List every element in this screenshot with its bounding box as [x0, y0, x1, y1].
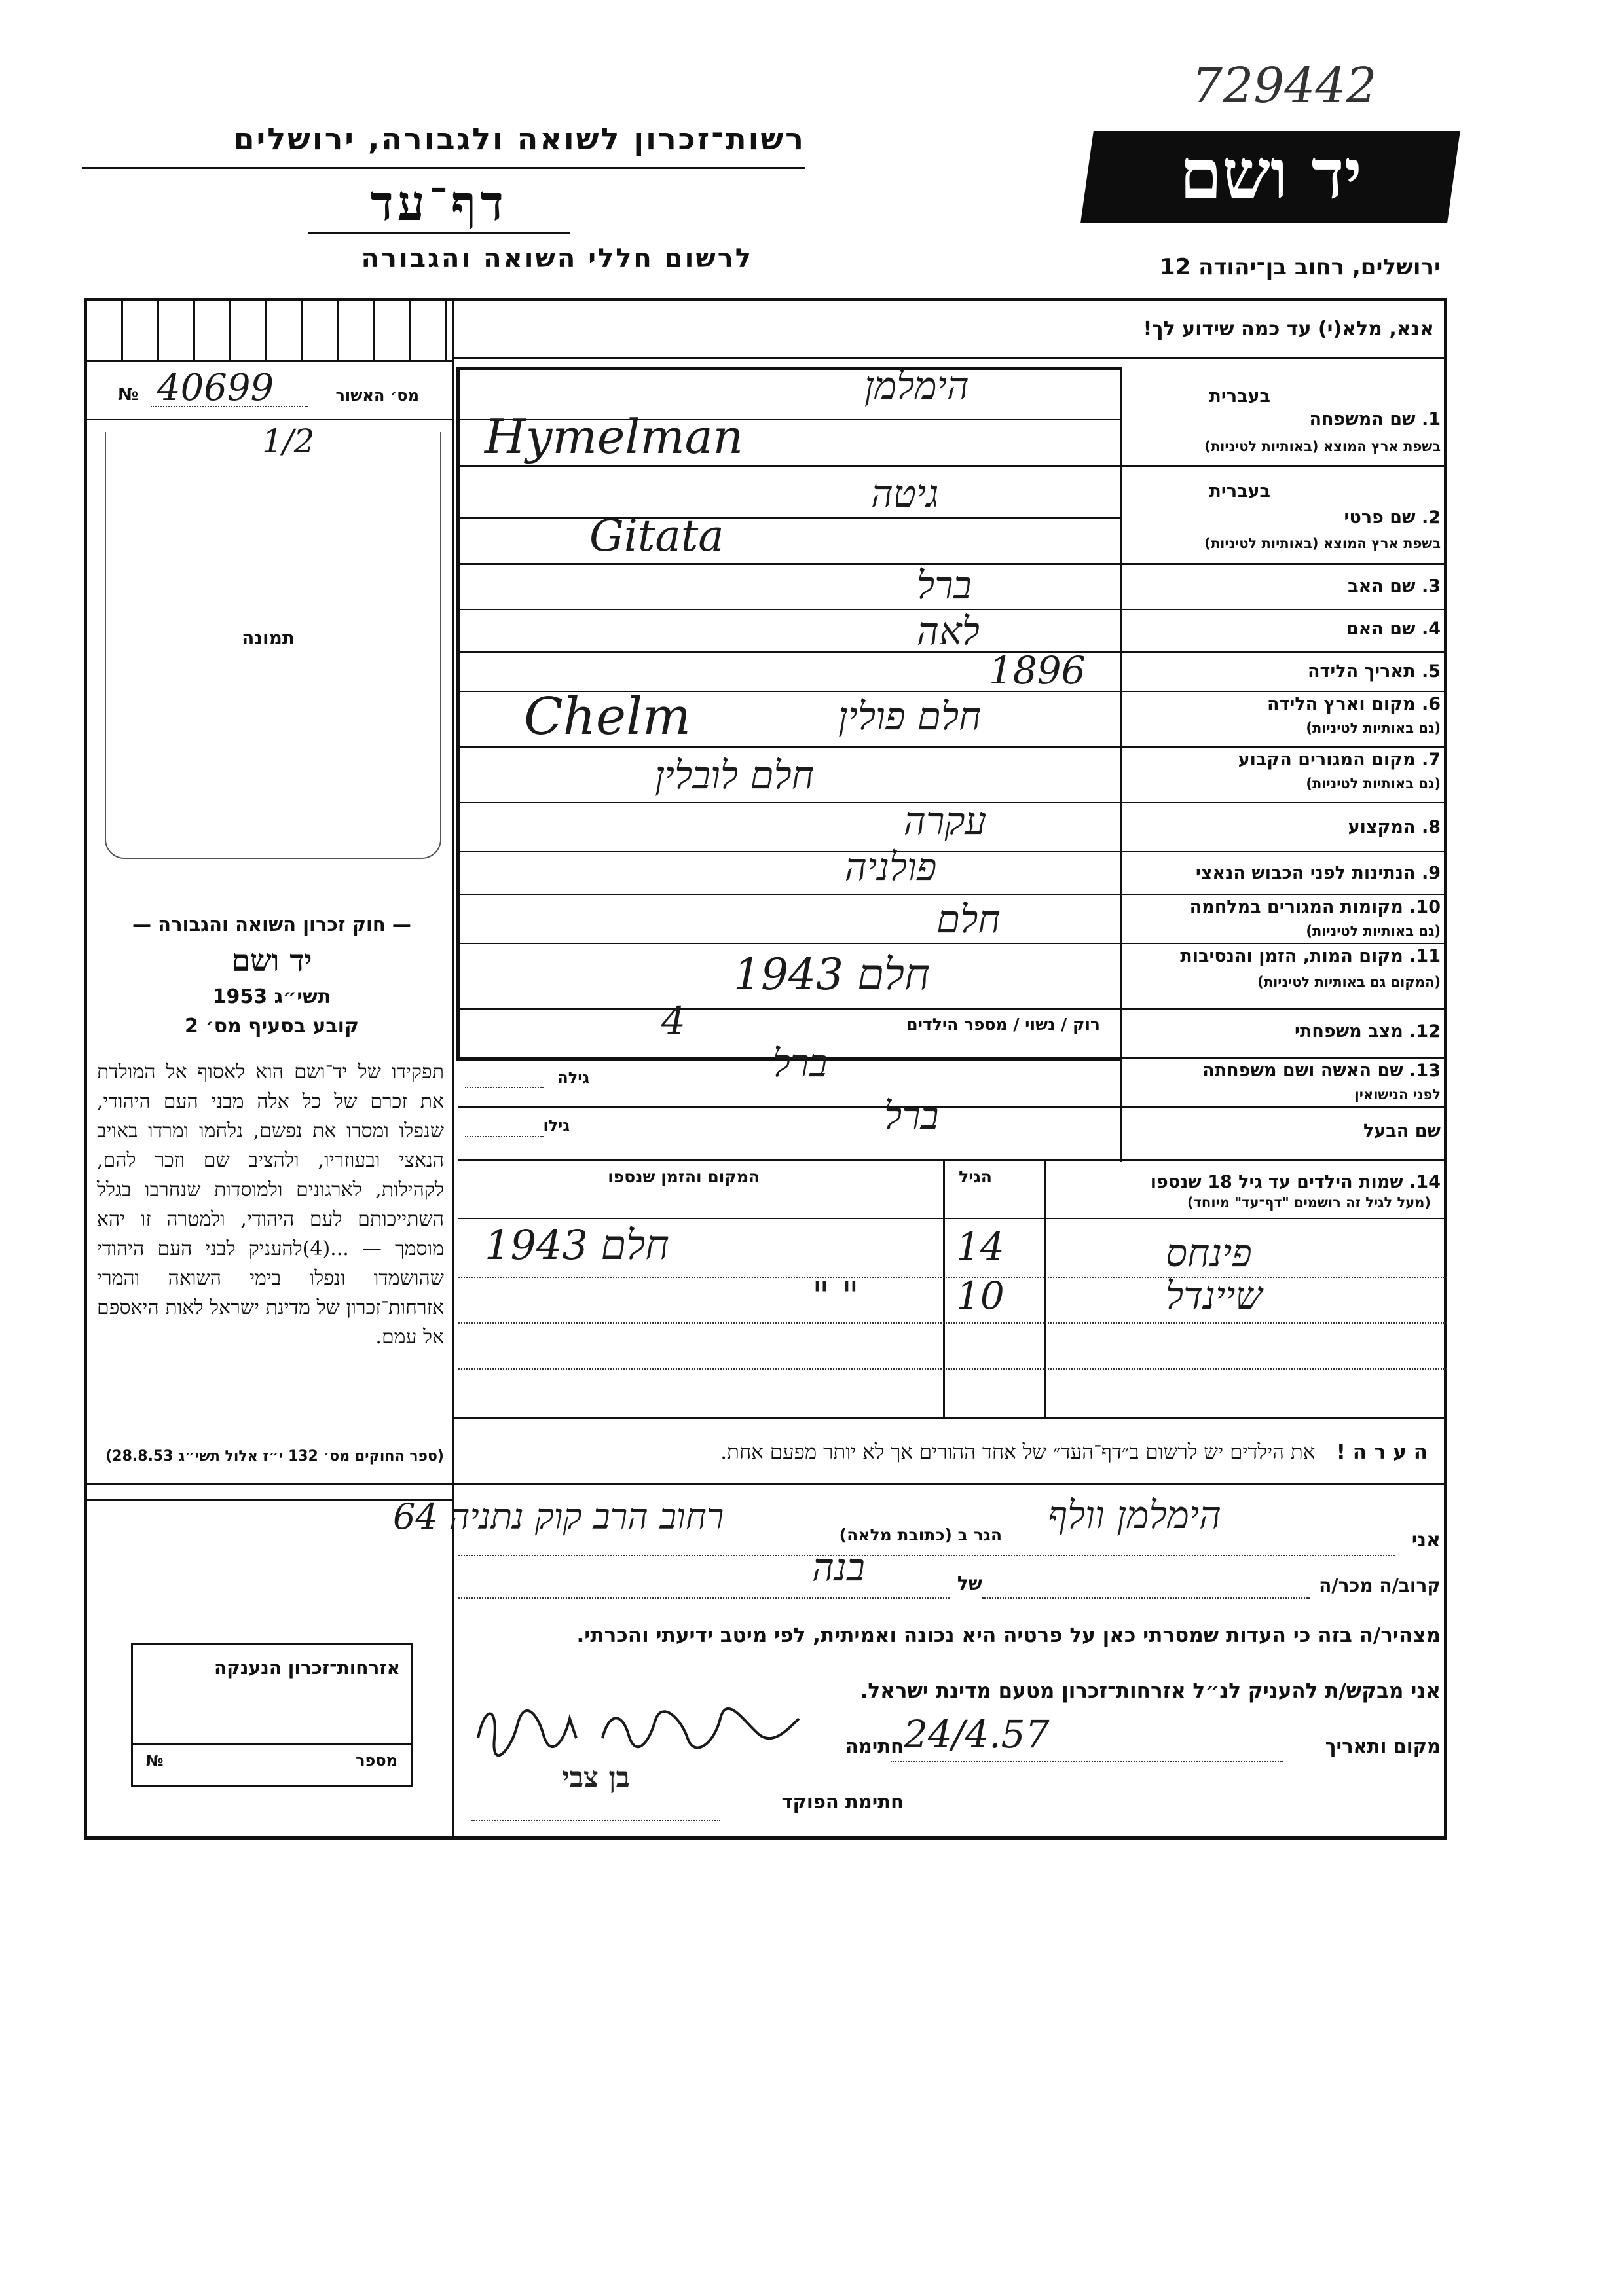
note-text: את הילדים יש לרשום ב״דף־העד״ של אחד ההורים אך לא יותר מפעם אחת. — [720, 1440, 1316, 1464]
field-1-value-he: הימלמן — [864, 363, 969, 408]
field-10-label: 10. מקומות המגורים במלחמה — [1189, 897, 1441, 917]
field-2-value-latin: Gitata — [589, 511, 724, 561]
signature — [471, 1699, 812, 1758]
photo-label: תמונה — [242, 627, 295, 649]
left-tick-line — [84, 360, 454, 362]
field-10-value: חלם — [936, 897, 1001, 941]
cert-sub: 1/2 — [262, 422, 315, 460]
field-1-sub: בשפת ארץ המוצא (באותיות לטיניות) — [1204, 439, 1441, 454]
relation-of-label: של — [957, 1573, 982, 1594]
field-10-sub: (גם באותיות לטיניות) — [1306, 923, 1441, 939]
record-number: 729442 — [1192, 58, 1377, 114]
children-age-header: הגיל — [959, 1167, 992, 1186]
left-tick-row — [87, 301, 452, 360]
field-11-sub: (המקום גם באותיות לטיניות) — [1257, 974, 1441, 990]
field-2-hebrew-tag: בעברית — [1209, 481, 1270, 501]
field-13-age-dotline — [465, 1087, 544, 1088]
citizenship-box — [131, 1643, 413, 1787]
cert-value: 40699 — [157, 367, 274, 409]
row-sep-13 — [458, 1106, 1447, 1108]
field-12-options: רוק / נשוי / מספר הילדים — [906, 1015, 1100, 1034]
field-1-hebrew-tag: בעברית — [1209, 386, 1270, 407]
field-7-value: חלם לובלין — [655, 753, 815, 797]
children-place-header: המקום והזמן שנספו — [608, 1167, 760, 1186]
field-12-value: 4 — [661, 998, 686, 1043]
husband-age-label: גילו — [543, 1116, 570, 1135]
children-dot-2 — [458, 1322, 1447, 1324]
authority-underline — [82, 167, 805, 169]
row-sep-12 — [458, 1057, 1447, 1059]
field-13-value: ברל — [773, 1041, 828, 1085]
field-2-label: 2. שם פרטי — [1344, 507, 1441, 528]
relation-value: בנה — [812, 1545, 865, 1590]
law-clause: קובע בסעיף מס׳ 2 — [184, 1015, 360, 1038]
cert-no-symbol: № — [118, 385, 139, 405]
field-11-value: חלם 1943 — [733, 949, 931, 1000]
field-12-label: 12. מצב משפחתי — [1295, 1021, 1441, 1042]
field-5-value: 1896 — [989, 648, 1086, 693]
field-7-sub: (גם באותיות לטיניות) — [1306, 776, 1441, 792]
signature-label: חתימה — [845, 1735, 904, 1757]
children-sub: (מעל לגיל זה רושמים "דף־עד" מיוחד) — [1187, 1195, 1431, 1211]
intro-text: אנא, מלא(י) עד כמה שידוע לך! — [1143, 318, 1434, 340]
field-13-sub: לפני הנישואין — [1354, 1087, 1441, 1102]
field-1-label: 1. שם המשפחה — [1309, 409, 1441, 429]
child-2-place: " " — [812, 1273, 859, 1318]
row-sep-8 — [458, 851, 1447, 852]
law-year: תשי״ג 1953 — [212, 985, 331, 1008]
children-dot-1 — [458, 1277, 1447, 1278]
husband-label: שם הבעל — [1363, 1121, 1441, 1141]
row-sep-1 — [458, 465, 1447, 467]
law-text: תפקידו של יד־ושם הוא לאסוף אל המולדת את זכרם של כל אלה מבני העם היהודי, שנפלו ומסרו את נפשם, נלחמו ומרדו באויב הנאצי ובעוזריו, ולהציב שם וזכר להם, לקהילות, לארגונים ולמוסדות שנחרבו בגלל השתייכותם לעם היהודי, ולמטרה זו יהא מוסמך — ...(4)להעניק לבני העם היהודי שהושמדו ונפלו בימי השואה והמרי אזרחות־זכרון של מדינת ישראל לאות היאספם אל עמם. — [97, 1061, 445, 1349]
examiner-label: חתימת הפוקד — [781, 1791, 904, 1813]
yad-vashem-logo — [1080, 131, 1460, 223]
title-underline — [308, 232, 570, 234]
law-title: — חוק זכרון השואה והגבורה — — [132, 913, 411, 936]
place-date-value: 24/4.57 — [904, 1712, 1050, 1757]
field-6-sub: (גם באותיות לטיניות) — [1306, 720, 1441, 736]
field-2-sub: בשפת ארץ המוצא (באותיות לטיניות) — [1204, 536, 1441, 551]
form-subtitle: לרשום חללי השואה והגבורה — [361, 244, 753, 274]
field-3-label: 3. שם האב — [1348, 576, 1441, 596]
declaration-ani: אני — [1411, 1529, 1441, 1552]
row-sep-11 — [458, 1008, 1447, 1010]
declaration-name: הימלמן וולף — [1048, 1493, 1222, 1537]
declaration-address: רחוב הרב קוק נתניה 64 — [393, 1496, 724, 1537]
note-label: ה ע ר ה ! — [1336, 1440, 1428, 1464]
field-13-label: 13. שם האשה ושם משפחתה — [1202, 1061, 1441, 1081]
children-bottom-line — [452, 1417, 1447, 1419]
intro-line — [452, 357, 1447, 359]
children-header-line — [458, 1218, 1447, 1219]
note-line — [84, 1483, 1447, 1485]
left-panel-divider — [452, 298, 454, 1840]
field-3-value: ברל — [917, 563, 972, 608]
row-sep-6 — [458, 746, 1447, 748]
declaration-resident: הגר ב (כתובת מלאה) — [839, 1525, 1002, 1544]
logo-text: יד ושם — [1179, 134, 1362, 214]
note — [445, 1440, 1428, 1464]
relation-of-dotline — [458, 1597, 950, 1599]
row-sep-14 — [458, 1159, 1447, 1161]
cert-label: מס׳ האשור — [335, 386, 419, 405]
citizenship-label: אזרחות־זכרון הנענקה — [213, 1657, 400, 1679]
field-9-value: פולניה — [845, 845, 937, 889]
field-6-value-latin: Chelm — [524, 687, 691, 746]
child-1-age: 14 — [956, 1224, 1005, 1269]
examiner-dotline — [471, 1820, 720, 1821]
field-8-value: עקרה — [904, 799, 987, 843]
child-1-place: חלם 1943 — [485, 1221, 669, 1269]
relation-dotline — [982, 1597, 1310, 1599]
citizenship-no-symbol: № — [146, 1753, 164, 1770]
cert-line — [84, 419, 454, 420]
field-9-label: 9. הנתינות לפני הכבוש הנאצי — [1195, 863, 1441, 883]
field-2-value-he: גיטה — [871, 471, 939, 516]
field-1-value-latin: Hymelman — [485, 409, 743, 464]
place-date-label: מקום ותאריך — [1325, 1735, 1441, 1757]
husband-value: ברל — [884, 1093, 939, 1138]
declaration-dotline-1 — [458, 1555, 1395, 1556]
place-date-dotline — [891, 1761, 1283, 1762]
field-7-label: 7. מקום המגורים הקבוע — [1238, 750, 1441, 770]
citizenship-number-label: מספר — [356, 1751, 397, 1770]
row-sep-9 — [458, 894, 1447, 895]
authority-name: רשות־זכרון לשואה ולגבורה, ירושלים — [233, 121, 805, 156]
children-dot-3 — [458, 1368, 1447, 1370]
children-label: 14. שמות הילדים עד גיל 18 שנספו — [1150, 1172, 1441, 1192]
children-age-divider-right — [1044, 1159, 1046, 1417]
cert-dotline — [151, 406, 308, 407]
children-age-divider-left — [943, 1159, 945, 1417]
child-2-age: 10 — [956, 1273, 1005, 1318]
field-4-label: 4. שם האם — [1346, 619, 1441, 639]
address: ירושלים, רחוב בן־יהודה 12 — [1159, 254, 1441, 280]
row-sep-10 — [458, 943, 1447, 944]
field-4-value: לאה — [917, 609, 980, 653]
field-6-value-he: חלם פולין — [838, 694, 982, 738]
declaration-statement: מצהיר/ה בזה כי העדות שמסרתי כאן על פרטיה היא נכונה ואמיתית, לפי מיטב ידיעתי והכרתי. — [576, 1624, 1441, 1647]
relation-label: קרוב/ה מכר/ה — [1319, 1575, 1441, 1596]
form-title: דף־עד — [370, 175, 507, 232]
field-11-label: 11. מקום המות, הזמן והנסיבות — [1180, 946, 1441, 966]
field-8-label: 8. המקצוע — [1348, 817, 1441, 837]
field-6-label: 6. מקום וארץ הלידה — [1266, 694, 1441, 714]
child-2-name: שיינדל — [1166, 1273, 1263, 1318]
child-1-name: פינחס — [1166, 1231, 1252, 1275]
law-ref: (ספר החוקים מס׳ 132 י״ז אלול תשי״ג 28.8.53) — [105, 1448, 444, 1465]
declaration-request: אני מבקש/ת להעניק לנ״ל אזרחות־זכרון מטעם מדינת ישראל. — [860, 1679, 1441, 1703]
field-13-age-label: גילה — [557, 1068, 589, 1087]
row-sep-2a — [458, 517, 1120, 519]
husband-age-dotline — [465, 1136, 544, 1137]
examiner-stamp: בן צבי — [562, 1761, 630, 1795]
field-5-label: 5. תאריך הלידה — [1307, 661, 1441, 682]
law-name: יד ושם — [231, 943, 312, 978]
